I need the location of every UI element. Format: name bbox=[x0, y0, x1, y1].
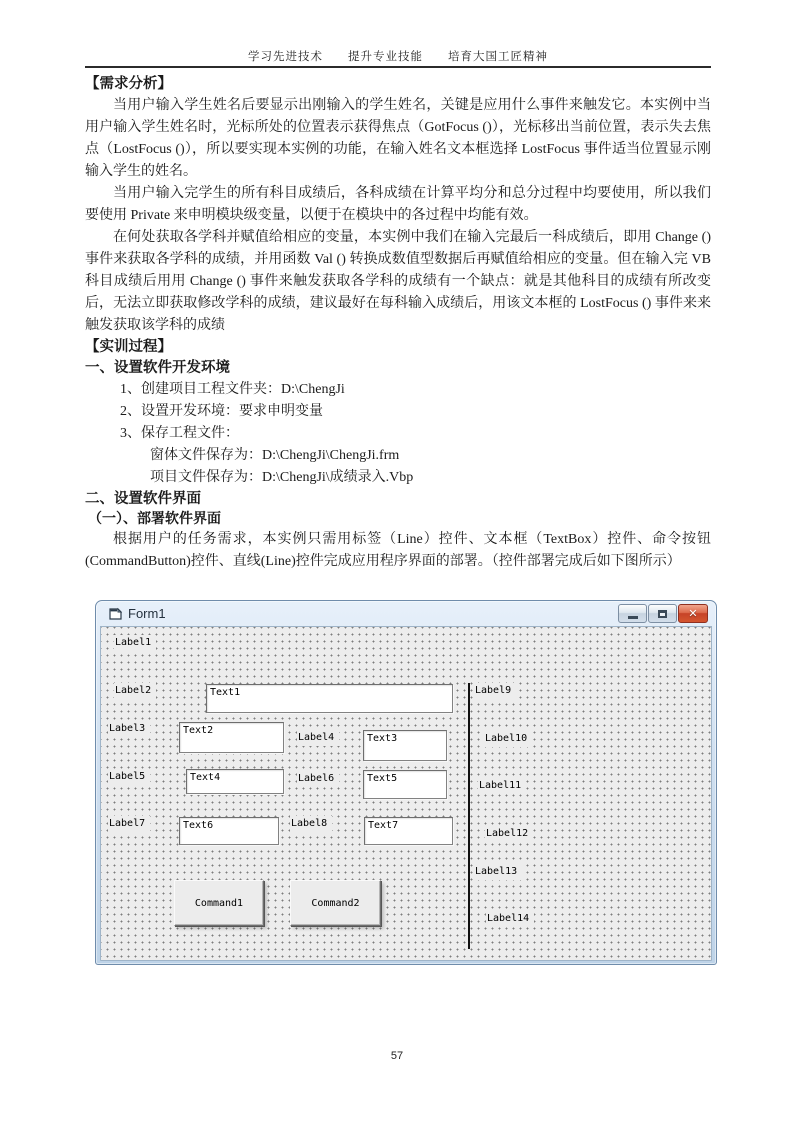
page-header: 学习先进技术 提升专业技能 培育大国工匠精神 bbox=[248, 51, 548, 63]
header-rule bbox=[85, 66, 711, 68]
minimize-icon bbox=[628, 616, 638, 619]
title-bar[interactable] bbox=[100, 601, 712, 626]
label9-control[interactable]: Label9 bbox=[474, 683, 516, 699]
textbox-text7[interactable]: Text7 bbox=[364, 817, 453, 845]
list-item-2: 2、设置开发环境：要求申明变量 bbox=[120, 404, 323, 419]
list-item-3: 3、保存工程文件： bbox=[120, 426, 239, 441]
textbox-text4[interactable]: Text4 bbox=[186, 769, 284, 794]
vb-form-window bbox=[95, 600, 717, 965]
form-design-surface[interactable] bbox=[100, 626, 712, 961]
label13-control[interactable]: Label13 bbox=[474, 864, 522, 880]
list-subitem-2: 项目文件保存为：D:\ChengJi\成绩录入.Vbp bbox=[150, 470, 414, 485]
close-icon: ✕ bbox=[688, 608, 698, 620]
label3-control[interactable]: Label3 bbox=[108, 721, 150, 737]
maximize-icon bbox=[658, 610, 667, 618]
heading-section-1: 一、设置软件开发环境 bbox=[85, 360, 230, 376]
minimize-button[interactable] bbox=[618, 604, 647, 623]
label1-control[interactable]: Label1 bbox=[114, 635, 156, 651]
label11-control[interactable]: Label11 bbox=[478, 778, 526, 794]
label6-control[interactable]: Label6 bbox=[297, 771, 339, 787]
textbox-text5[interactable]: Text5 bbox=[363, 770, 447, 799]
label7-control[interactable]: Label7 bbox=[108, 816, 150, 832]
window-title: Form1 bbox=[128, 606, 166, 621]
textbox-text2[interactable]: Text2 bbox=[179, 722, 284, 753]
label10-control[interactable]: Label10 bbox=[484, 731, 532, 747]
paragraph-requirements-3: 在何处获取各学科并赋值给相应的变量，本实例中我们在输入完最后一科成绩后，即用 Change () 事件来获取各学科的成绩，并用函数 Val () 转换成数值型数据后再赋值给相应的变量。但在输入完 VB 科目成绩后用用 Change () 事件来触发获取各学科的成绩有一个缺点：就是其他科目的成绩有所改变后，无法立即获取修改学科的成绩，建议最好在每科输入成绩后，用该文本框的 LostFocus () 事件来来触发获取该学科的成绩 bbox=[85, 230, 711, 333]
label12-control[interactable]: Label12 bbox=[485, 826, 533, 842]
textbox-text3[interactable]: Text3 bbox=[363, 730, 447, 761]
page-number: 57 bbox=[390, 1050, 404, 1062]
paragraph-requirements-2: 当用户输入完学生的所有科目成绩后，各科成绩在计算平均分和总分过程中均要使用，所以我们要使用 Private 来申明模块级变量，以便于在模块中的各过程中均能有效。 bbox=[85, 186, 711, 223]
heading-section-2-1: （一）、部署软件界面 bbox=[88, 512, 221, 527]
form-separator-line bbox=[468, 683, 470, 949]
close-button[interactable] bbox=[678, 604, 708, 623]
textbox-text6[interactable]: Text6 bbox=[179, 817, 279, 845]
list-item-1: 1、创建项目工程文件夹：D:\ChengJi bbox=[120, 382, 345, 397]
paragraph-deploy: 根据用户的任务需求，本实例只需用标签（Line）控件、文本框（TextBox）控件、命令按钮(CommandButton)控件、直线(Line)控件完成应用程序界面的部署。（控件部署完成后如下图所示） bbox=[85, 532, 711, 569]
command1-button[interactable]: Command1 bbox=[174, 880, 264, 926]
document-body bbox=[85, 74, 711, 573]
label2-control[interactable]: Label2 bbox=[114, 683, 156, 699]
paragraph-requirements-1: 当用户输入学生姓名后要显示出刚输入的学生姓名，关键是应用什么事件来触发它。本实例中当用户输入学生姓名时，光标所处的位置表示获得焦点（GotFocus ()），光标移出当前位置，表示失去焦点（LostFocus ()），所以要实现本实例的功能，在输入姓名文本框选择 LostFocus 事件适当位置显示刚输入学生的姓名。 bbox=[85, 98, 711, 179]
heading-requirements: 【需求分析】 bbox=[85, 76, 172, 92]
heading-process: 【实训过程】 bbox=[85, 339, 172, 355]
textbox-text1[interactable]: Text1 bbox=[206, 684, 453, 713]
label5-control[interactable]: Label5 bbox=[108, 769, 150, 785]
maximize-button[interactable] bbox=[648, 604, 677, 623]
command2-button[interactable]: Command2 bbox=[290, 880, 381, 926]
list-subitem-1: 窗体文件保存为：D:\ChengJi\ChengJi.frm bbox=[150, 448, 400, 463]
form-icon bbox=[108, 607, 122, 620]
label8-control[interactable]: Label8 bbox=[290, 816, 332, 832]
label14-control[interactable]: Label14 bbox=[486, 911, 534, 927]
heading-section-2: 二、设置软件界面 bbox=[85, 491, 201, 507]
label4-control[interactable]: Label4 bbox=[297, 730, 339, 746]
